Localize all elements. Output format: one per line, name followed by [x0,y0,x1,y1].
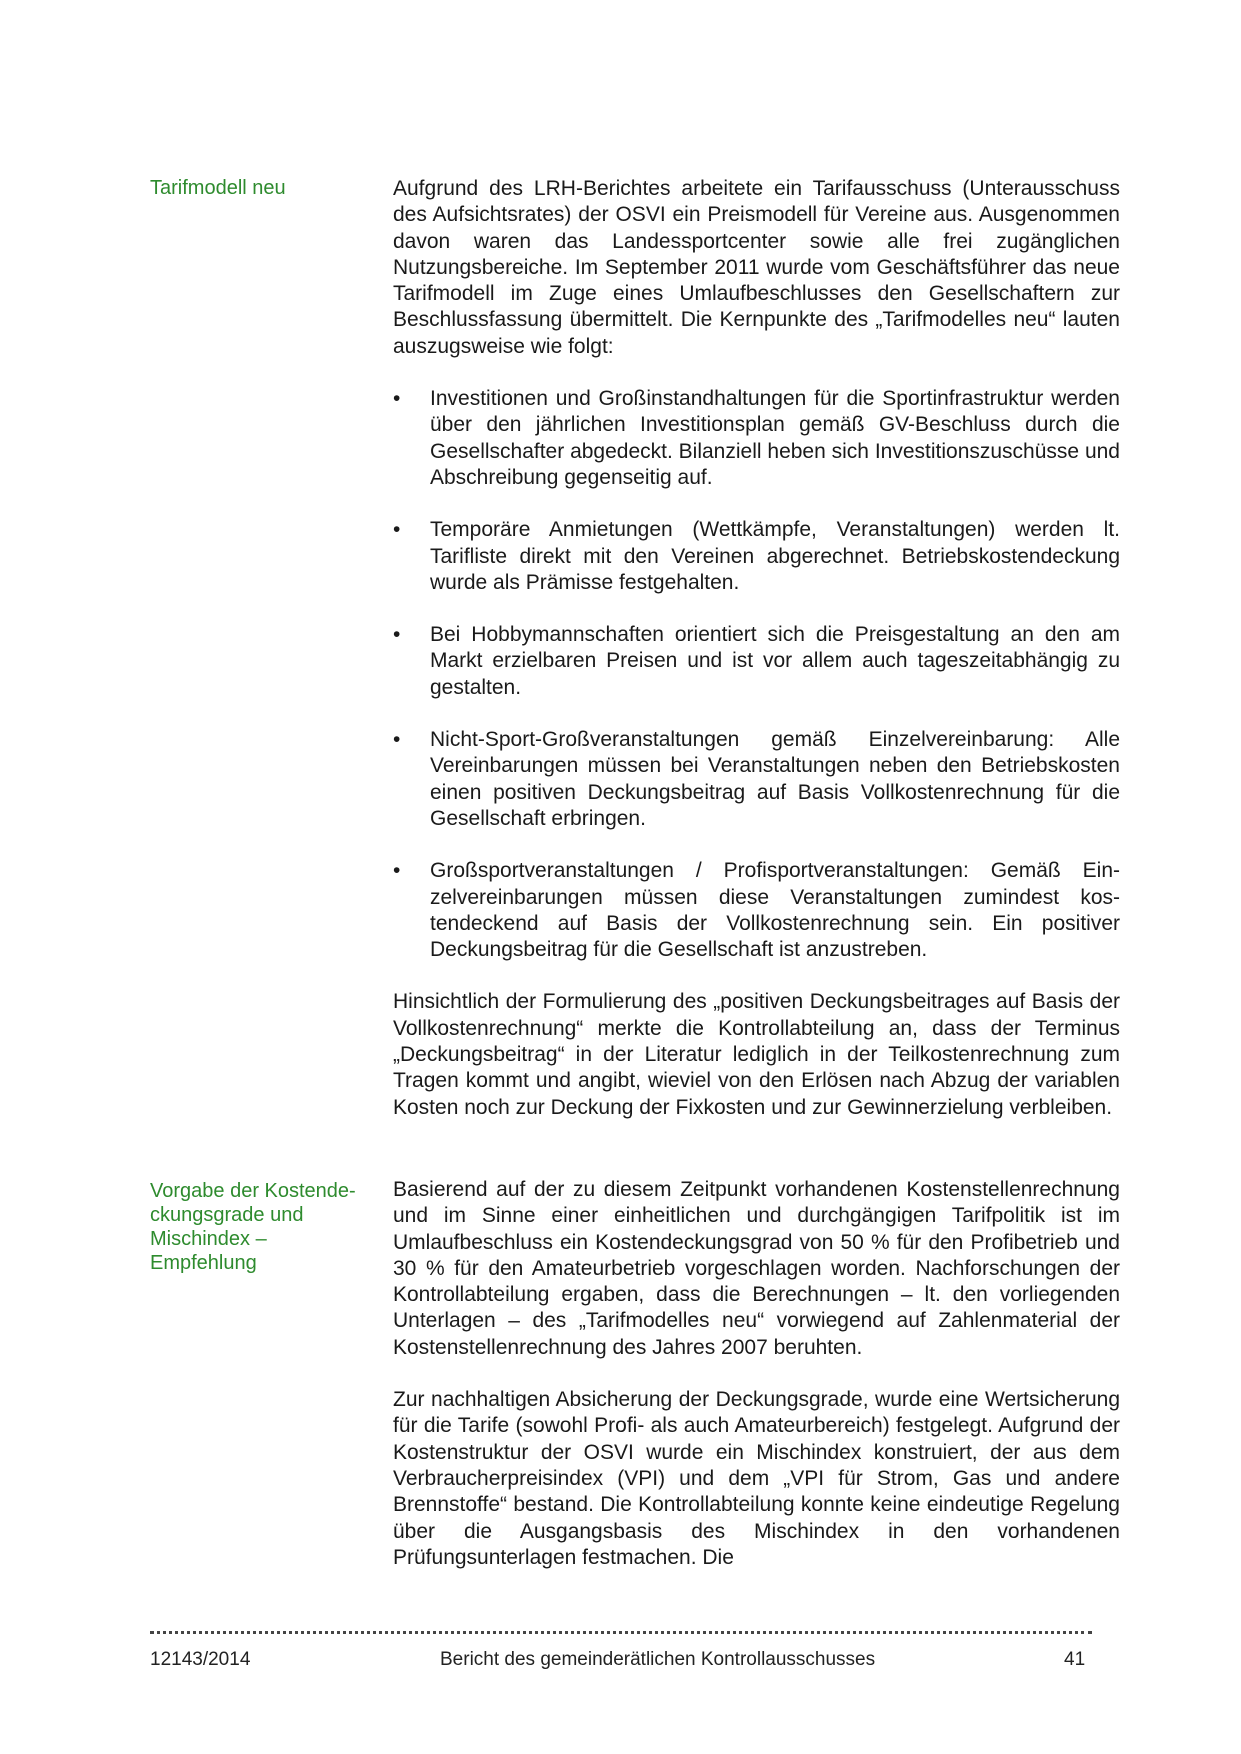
margin-label-vorgabe [150,1179,370,1275]
list-item [393,622,1120,701]
bullet-icon: • [393,623,401,647]
margin-label-line: Mischindex – [150,1228,267,1250]
margin-label-line: Vorgabe der Kostende- [150,1180,356,1202]
footer-page-number: 41 [1064,1649,1086,1670]
list-item-text: Temporäre Anmietungen (Wettkämpfe, Veranstaltungen) werden lt. Tarifliste direkt mit den Vereinen abgerechnet. Betriebskostendeckung wurde als Prämisse festgehalten. [430,518,1120,594]
margin-label-tarifmodell: Tarifmodell neu [150,177,286,199]
bullet-icon: • [393,859,401,883]
section-vorgabe-body [393,1177,1120,1571]
list-item [393,858,1120,963]
footer-title: Bericht des gemeinderätlichen Kontrollausschusses [440,1649,876,1670]
vorgabe-paragraph-2: Zur nachhaltigen Absicherung der Deckungsgrade, wurde eine Wertsicherung für die Tarife (sowohl Profi- als auch Amateurbereich) festgelegt. Aufgrund der Kostenstruktur der OSVI wurde ein Mischindex konstruiert, der aus dem Verbraucherpreisindex (VPI) und dem „VPI für Strom, Gas und andere Brennstoffe“ bestand. Die Kontrollabteilung konnte keine eindeutige Regelung über die Ausgangsbasis des Mischindex in den vorhandenen Prüfungsunterlagen festmachen. Die [393,1388,1120,1569]
margin-label-line: ckungsgrade und [150,1204,304,1226]
margin-label-line: Empfehlung [150,1252,257,1274]
section-tarifmodell-body [393,176,1120,1121]
bullet-icon: • [393,728,401,752]
list-item-text: Großsportveranstaltungen / Profisportveranstaltungen: Gemäß Einzelvereinbarungen müssen diese Veranstaltungen zumindest kostendeckend auf Basis der Vollkostenrechnung sein. Ein positiver Deckungsbeitrag für die Gesellschaft ist anzustreben. [430,859,1120,962]
footer-divider [150,1631,1092,1634]
bullet-icon: • [393,518,401,542]
footer-doc-number: 12143/2014 [150,1649,251,1670]
bullet-icon: • [393,387,401,411]
vorgabe-paragraph-1: Basierend auf der zu diesem Zeitpunkt vorhandenen Kostenstellenrechnung und im Sinne einer einheitlichen und durchgängigen Tarifpolitik ist im Umlaufbeschluss ein Kostendeckungsgrad von 50 % für den Profibetrieb und 30 % für den Amateurbetrieb vorgeschlagen worden. Nachforschungen der Kontrollabteilung ergaben, dass die Berechnungen – lt. den vorliegenden Unterlagen – des „Tarifmodelles neu“ vorwiegend auf Zahlenmaterial der Kostenstellenrechnung des Jahres 2007 beruhten. [393,1178,1120,1359]
list-item-text: Nicht-Sport-Großveranstaltungen gemäß Einzelvereinbarung: Alle Vereinbarungen müssen bei Veranstaltungen neben den Betriebskosten einen positiven Deckungsbeitrag auf Basis Vollkostenrechnung für die Gesellschaft erbringen. [430,728,1120,830]
list-item-text: Investitionen und Großinstandhaltungen für die Sportinfrastruktur werden über den jährlichen Investitionsplan gemäß GV-Beschluss durch die Gesellschafter abgedeckt. Bilanziell heben sich Investitionszuschüsse und Abschreibung gegenseitig auf. [430,387,1120,489]
intro-paragraph: Aufgrund des LRH-Berichtes arbeitete ein Tarifausschuss (Unterausschuss des Aufsichtsrates) der OSVI ein Preismodell für Vereine aus. Ausgenommen davon waren das Landessportcenter sowie alle frei zugänglichen Nutzungsbereiche. Im September 2011 wurde vom Geschäftsführer das neue Tarifmodell im Zuge eines Umlaufbeschlusses den Gesellschaftern zur Beschlussfassung übermittelt. Die Kernpunkte des „Tarifmodelles neu“ lauten auszugsweise wie folgt: [393,177,1120,358]
list-item [393,727,1120,832]
list-item-text: Bei Hobbymannschaften orientiert sich die Preisgestaltung an den am Markt erzielbaren Preisen und ist vor allem auch tageszeitabhängig zu gestalten. [430,623,1120,699]
closing-paragraph: Hinsichtlich der Formulierung des „positiven Deckungsbeitrages auf Basis der Vollkostenrechnung“ merkte die Kontrollabteilung an, dass der Terminus „Deckungsbeitrag“ in der Literatur lediglich in der Teilkostenrechnung zum Tragen kommt und angibt, wieviel von den Erlösen nach Abzug der variablen Kosten noch zur Deckung der Fixkosten und zur Gewinnerzielung verbleiben. [393,990,1120,1119]
list-item [393,386,1120,491]
list-item [393,517,1120,596]
